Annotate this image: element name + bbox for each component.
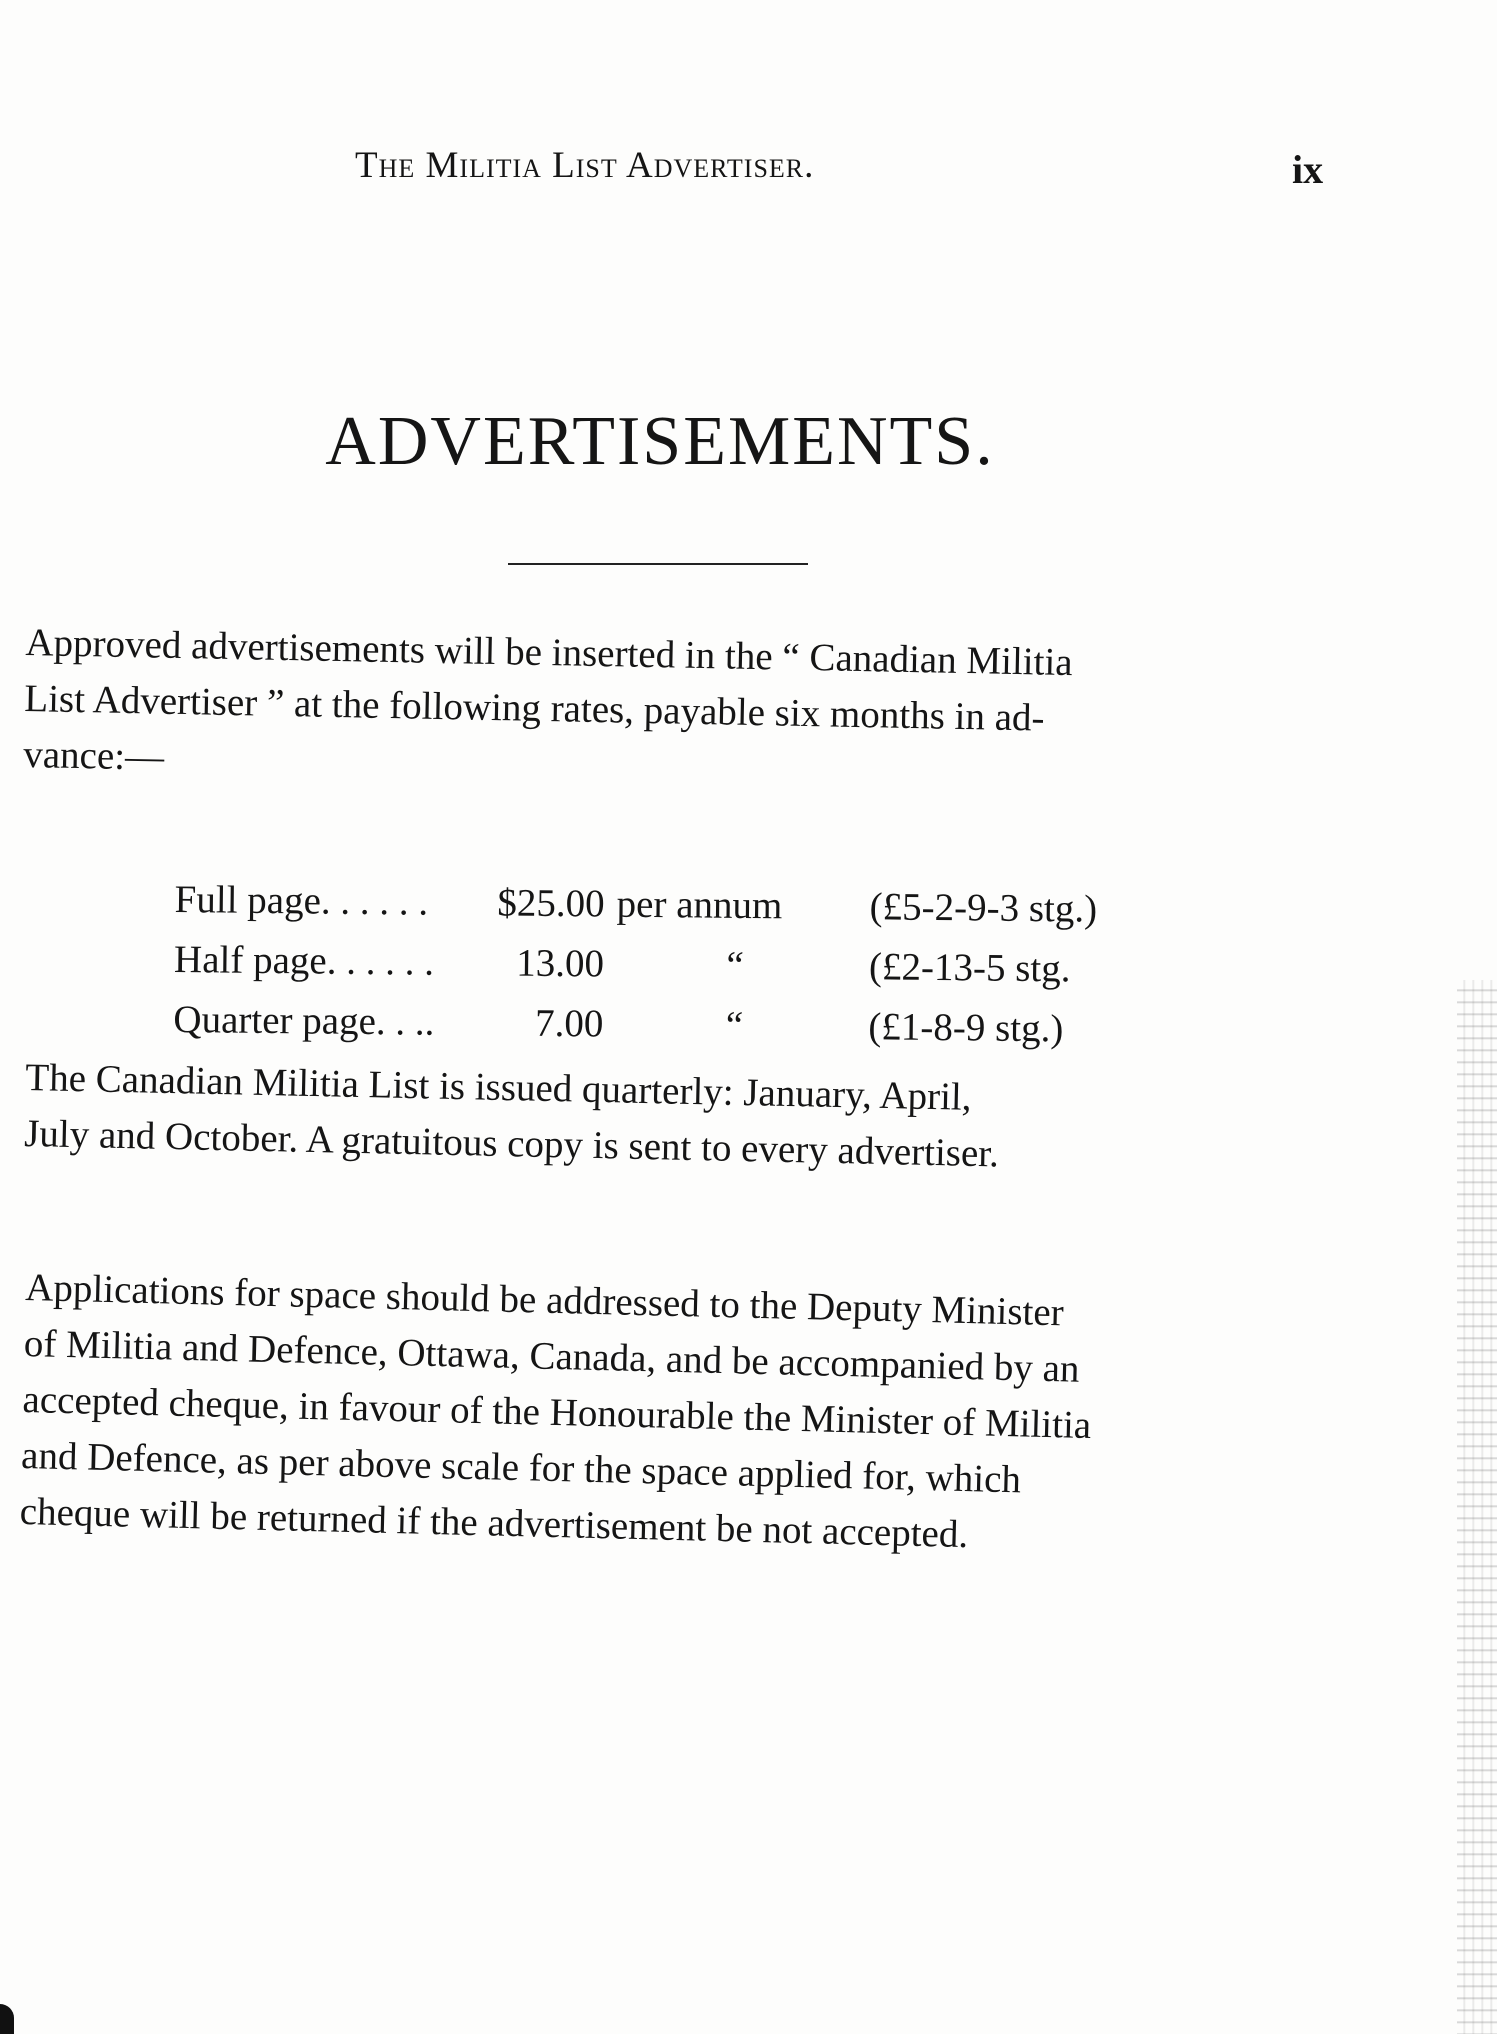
scan-corner-mark (0, 2004, 14, 2034)
rate-period-ditto: “ (721, 1003, 744, 1047)
page-number: ix (1292, 147, 1324, 192)
applications-line: Applications for space should be addressed to the Deputy Minister (24, 1265, 1065, 1335)
rate-sterling: (£5-2-9-3 stg.) (869, 885, 1098, 931)
rate-label: Quarter page. . .. (173, 997, 435, 1044)
applications-line: and Defence, as per above scale for the space applied for, which (20, 1433, 1022, 1502)
rates-table (173, 870, 1097, 1060)
rate-sterling: (£2-13-5 stg. (868, 945, 1071, 991)
intro-line: vance:— (22, 732, 165, 779)
applications-line: of Militia and Defence, Ottawa, Canada, and be accompanied by an (23, 1321, 1080, 1391)
issue-paragraph (24, 1050, 1326, 1189)
intro-line: List Advertiser ” at the following rates, payable six months in ad- (23, 676, 1045, 740)
issue-line: The Canadian Militia List is issued quarterly: January, April, (24, 1055, 972, 1119)
rate-amount: $25.00 (497, 881, 605, 926)
rate-period: per annum (616, 882, 783, 928)
issue-line: July and October. A gratuitous copy is sent to every advertiser. (23, 1111, 1000, 1176)
intro-line: Approved advertisements will be inserted in the “ Canadian Militia (25, 620, 1074, 685)
rate-amount: 13.00 (516, 941, 605, 986)
rate-period-ditto: “ (722, 943, 745, 987)
rate-amount: 7.00 (534, 1001, 604, 1046)
rate-label: Half page. . . . . . (173, 937, 435, 984)
rate-label: Full page. . . . . . (174, 877, 429, 924)
applications-paragraph (19, 1260, 1325, 1572)
rate-row (173, 990, 1096, 1060)
intro-paragraph (23, 615, 1326, 808)
scan-edge-noise (1457, 980, 1497, 2034)
rate-row (174, 870, 1097, 940)
applications-line: cheque will be returned if the advertisement be not accepted. (19, 1489, 969, 1557)
rate-sterling: (£1-8-9 stg.) (868, 1005, 1064, 1051)
title-rule (508, 563, 808, 565)
page-title: ADVERTISEMENTS. (325, 403, 995, 480)
running-head: The Militia List Advertiser. (355, 145, 815, 186)
applications-line: accepted cheque, in favour of the Honourable the Minister of Militia (22, 1377, 1092, 1448)
rate-row (174, 930, 1097, 1000)
